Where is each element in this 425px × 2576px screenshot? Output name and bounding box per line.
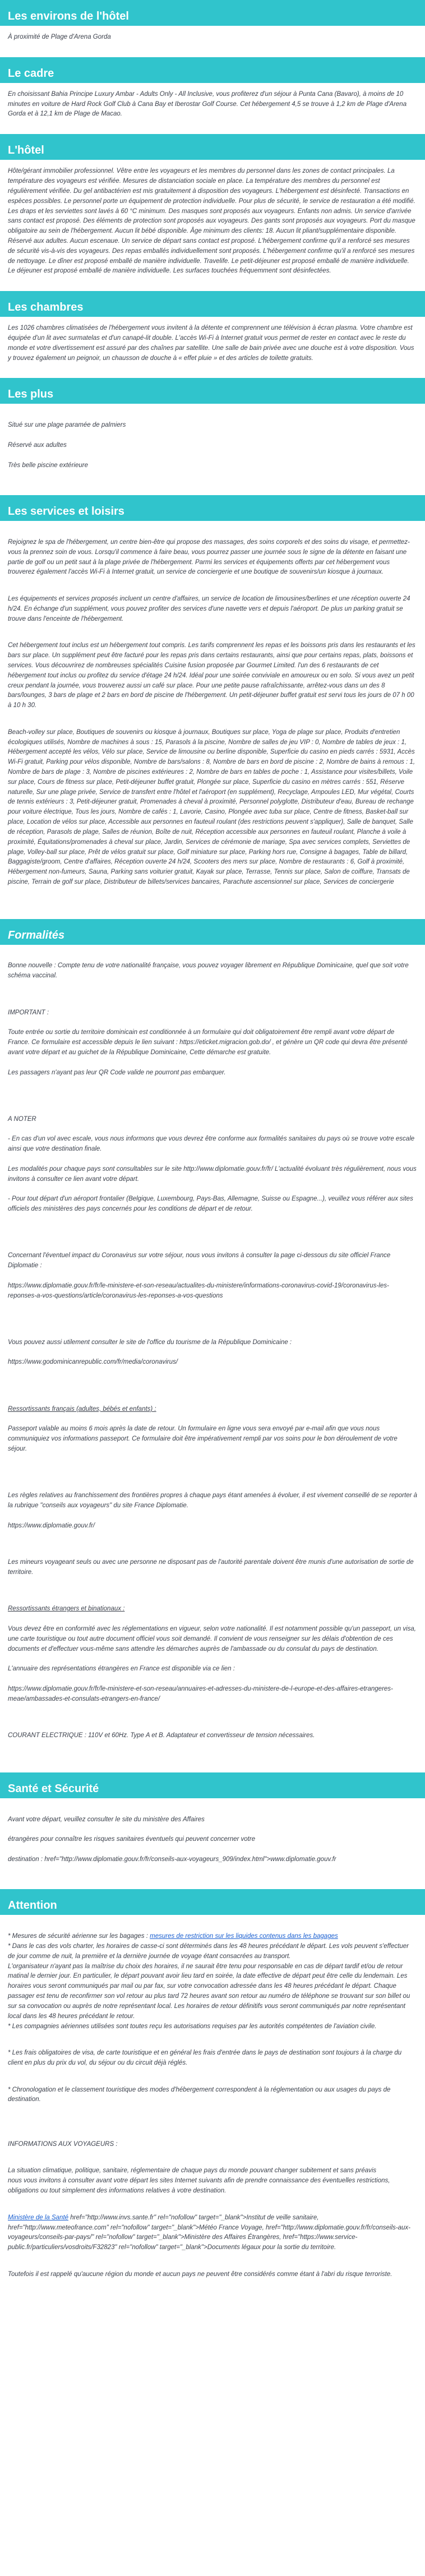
section-title-chambres: Les chambres — [8, 301, 84, 314]
list-item: Réservé aux adultes — [8, 441, 67, 449]
section-formalites — [0, 919, 425, 1758]
paragraph: * Chronologation et le classement touristique des modes d'hébergement correspondent à la réglementation ou aux usages du pays de destination. — [8, 2086, 391, 2103]
liquids-restriction-link[interactable]: mesures de restriction sur les liquides contenus dans les bagages — [150, 1933, 338, 1940]
section-cadre — [0, 57, 425, 119]
section-text-chambres: Les 1026 chambres climatisées de l'hébergement vous invitent à la détente et comprennent une télévision à écran plasma. Votre chambre est équipée d'un lit avec surmatelas et d'un canapé-lit double. L'accès Wi-Fi à Internet gratuit vous permet de rester en contact avec le reste du monde et votre divertissement est assuré par des chaînes par satellite. Une salle de bain privée avec une douche est à votre disposition. Vous y trouvez également un peignoir, un chausson de douche à « effet pluie » et des articles de toilette gratuits. — [8, 325, 414, 362]
section-header — [0, 291, 425, 317]
section-title-environs: Les environs de l'hôtel — [8, 10, 129, 22]
section-list-plus — [0, 404, 425, 481]
list-item: Situé sur une plage paramée de palmiers — [8, 422, 126, 429]
section-environs — [0, 0, 425, 43]
paragraph: Beach-volley sur place, Boutiques de souvenirs ou kiosque à journaux, Boutiques sur place, Yoga de plage sur place, Produits d'entretien écologiques utilisés, Nombre de machines à sous : 15, Parasols à la piscine, Nombre de salles de jeu VIP : 0, Nombre de tables de jeux : 1, Hébergement accepté les vélos, Vélo sur place, Service de limousine ou berline disponible, Superficie du casino en pieds carrés : 5931, Accès Wi-Fi gratuit, Parking pour vélos disponible, Nombre de bars/salons : 8, Nombre de bars en bord de piscine : 2, Nombre de bains à remous : 1, Nombre de bars de plage : 3, Nombre de piscines extérieures : 2, Nombre de bars en tables de poche : 1, Assistance pour visites/billets, Voile sur place, Cours de fitness sur place, Petit-déjeuner buffet gratuit, Plongée sur place, Superficie du casino en mètres carrés : 551, Réserve naturelle, Sur une plage privée, Service de transfert entre l'hôtel et l'aéroport (en supplément), Recyclage, Ampoules LED, Mur végétal, Courts de tennis extérieurs : 3, Petit-déjeuner gratuit, Promenades à cheval à proximité, Personnel polyglotte, Distributeur d'eau, Bureau de rechange pour voiture électrique, Tous les jours, Nombre de cafés : 1, Lavorie, Casino, Plongée avec tuba sur place, Centre de fitness, Basket-ball sur place, Location de vélos sur place, Accessible aux personnes en fauteuil roulant (des restrictions peuvent s'appliquer), Salle de banquet, Salle de réception, Parasols de plage, Salles de réunion, Boîte de nuit, Réception accessible aux personnes en fauteuil roulant, Planche à voile à proximité, Équitations/promenades à cheval sur place, Jardin, Services de cérémonie de mariage, Spa avec services complets, Serviettes de plage, Volley-ball sur place, Prêt de vélos gratuit sur place, Golf miniature sur place, Parking hors rue, Consigne à bagages, Table de billard, Baggagiste/groom, Centre d'affaires, Réception ouverte 24 h/24, Scooters des mers sur place, Nombre de restaurants : 6, Golf à proximité, Hébergement non-fumeurs, Sauna, Parking sans voiturier gratuit, Kayak sur place, Terrasse, Tennis sur place, Salon de coiffure, Transats de piscine, Terrain de golf sur place, Distributeur de billets/services bancaires, Parachute ascensionnel sur place, Services de conciergerie — [8, 728, 415, 885]
section-chambres — [0, 291, 425, 363]
section-header — [0, 0, 425, 26]
section-header — [0, 1772, 425, 1798]
paragraph: Ressortissants français (adultes, bébés et enfants) : Passeport valable au moins 6 mois après la date de retour. Un formulaire en ligne vous sera envoyé par e-mail afin que vous nous communiquiez vos informations passeport. Ce formulaire doit être impérativement rempli par vos soins pour le bon déroulement de votre séjour. — [8, 1405, 398, 1452]
paragraph: Ministère de la Santé href="http://www.invs.sante.fr" rel="nofollow" target="_blank">Institut de veille sanitaire, href="http://www.meteofrance.com" rel="nofollow" target="_blank">Météo France Voyage, href="http://www.diplomatie.gouv.fr/fr/conseils-aux-voyageurs/conseils-par-pays/" rel="nofollow" target="_blank">Ministère des Affaires Étrangères, href="https://www.service-public.fr/particuliers/vosdroits/F32823" rel="nofollow" target="_blank">Documents légaux pour la sortie du territoire. — [8, 2214, 410, 2251]
section-sante — [0, 1772, 425, 1875]
section-text-attention — [0, 1915, 425, 2296]
section-header — [0, 495, 425, 521]
paragraph: Concernant l'éventuel impact du Coronavirus sur votre séjour, nous vous invitons à consulter la page ci-dessous du site officiel France Diplomatie : https://www.diplomatie.gouv.fr/fr/le-ministere-et-son-reseau/actualites-du-ministere/informations-coronavirus-covid-19/coronavirus-les-reponses-a-vos-questions/article/coronavirus-les-reponses-a-vos-questions — [8, 1252, 391, 1299]
section-text-sante: Avant votre départ, veuillez consulter le site du ministère des Affaires étrangères pour connaître les risques sanitaires éventuels qui peuvent concerner votre destination : href="http://www.diplomatie.gouv.fr/fr/conseils-aux-voyageurs_909/index.html">www.diplomatie.gouv.fr — [8, 1816, 336, 1863]
section-text-environs: À proximité de Plage d'Arena Gorda — [8, 34, 111, 40]
paragraph: A NOTER - En cas d'un vol avec escale, vous nous informons que vous devrez être conforme aux formalités sanitaires du pays où se trouve votre escale ainsi que votre destination finale. Les modalités pour chaque pays sont consultables sur le site http://www.diplomatie.gouv.fr/fr/ L'actualité évoluant très régulièrement, nous vous invitons à consulter ce lien avant votre départ. - Pour tout départ d'un aéroport frontalier (Belgique, Luxembourg, Pays-Bas, Allemagne, Suisse ou Espagne...), veuillez vous référer aux sites officiels des ministères des pays concernés pour les conditions de départ et de retour. — [8, 1115, 417, 1213]
paragraph: Bonne nouvelle : Compte tenu de votre nationalité française, vous pouvez voyager librement en République Dominicaine, quel que soit votre schéma vaccinal. — [8, 962, 409, 980]
section-attention — [0, 1889, 425, 2296]
paragraph: * Les frais obligatoires de visa, de carte touristique et en général les frais d'entrée dans le pays de destination sont toujours à la charge du client en plus du prix du vol, du séjour ou du circuit déjà réglés. — [8, 2049, 402, 2066]
list-item: Très belle piscine extérieure — [8, 461, 88, 469]
paragraph: Ressortissants étrangers et binationaux : Vous devez être en conformité avec les réglementations en vigueur, selon votre nationalité. Il est notamment possible qu'un passeport, un visa, une carte touristique ou tout autre document officiel vous soit demandé. Il convient de vous renseigner sur les délais d'obtention de ces documents et d'effectuer vous-même sans attendre les démarches auprès de l'ambassade ou du consulat du pays de destination. L'annuaire des représentations étrangères en France est disponible via ce lien : https://www.diplomatie.gouv.fr/fr/le-ministere-et-son-reseau/annuaires-et-adresses-du-ministere-de-l-europe-et-des-affaires-etrangeres-meae/ambassades-et-consulats-etrangers-en-france/ — [8, 1605, 416, 1702]
section-header — [0, 57, 425, 83]
section-plus — [0, 378, 425, 481]
section-title-formalites: Formalités — [8, 929, 65, 941]
section-hotel — [0, 134, 425, 276]
section-header — [0, 378, 425, 404]
paragraph: Cet hébergement tout inclus est un hébergement tout compris. Les tarifs comprennent les repas et les boissons pris dans les restaurants et les bars sur place. Un supplément peut être facturé pour les repas pris dans certains restaurants, ainsi que pour certains repas, plats, boissons et services. Vous découvrirez de nombreuses spécialités Cuisine fusion proposée par Gourmet Limited. l'un des 6 restaurants de cet hébergement tout inclus ou profitez du service d'étage 24 h/24. Idéal pour une soirée conviviale en amoureux ou en solo. Si vous avez un petit creux pendant la journée, vous trouverez aussi un café sur place. Pour une petite pause rafraîchissante, arrêtez-vous dans un des 8 bars/lounges, 3 bars de plage et 2 bars en bord de piscine de l'hébergement. Un petit-déjeuner buffet gratuit est servi tous les jours de 07 h 00 à 10 h 30. — [8, 642, 415, 709]
info-title: INFORMATIONS AUX VOYAGEURS : — [8, 2140, 118, 2148]
paragraph: Toutefois il est rappelé qu'aucune région du monde et aucun pays ne peuvent être considérés comme étant à l'abri du risque terroriste. — [8, 2270, 392, 2278]
section-title-cadre: Le cadre — [8, 67, 54, 80]
paragraph: Rejoignez le spa de l'hébergement, un centre bien-être qui propose des massages, des soins corporels et des soins du visage, et permettez-vous la prennez soin de vous. Lorsqu'il commence à faire beau, vous pourrez passer une journée sous le signe de la détente en faisant une partie de golf ou un petit saut à la plage privée de l'hébergement. Parmi les services et équipements offerts par cet hébergement vous trouverez également l'accès Wi-Fi à Internet gratuit, un service de conciergerie et une boutique de souvenirs/un kiosque à journaux. — [8, 538, 410, 576]
paragraph: Les mineurs voyageant seuls ou avec une personne ne disposant pas de l'autorité parentale doivent être munis d'une autorisation de sortie de territoire. — [8, 1559, 414, 1576]
paragraph: COURANT ELECTRIQUE : 110V et 60Hz. Type A et B. Adaptateur et convertisseur de tension nécessaires. — [8, 1732, 315, 1739]
paragraph: IMPORTANT : Toute entrée ou sortie du territoire dominicain est conditionnée à un formulaire qui doit obligatoirement être rempli avant votre départ de France. Ce formulaire est accessible depuis le lien suivant : https://eticket.migracion.gob.do/ , et génère un QR code qui devra être présenté avant votre départ et au guichet de la République Dominicaine, Cette démarche est gratuite. Les passagers n'ayant pas leur QR Code valide ne pourront pas embarquer. — [8, 1009, 408, 1076]
paragraph: * Mesures de sécurité aérienne sur les bagages : mesures de restriction sur les liquides contenus dans les bagages * Dans le cas des vols charter, les horaires de casse-ci sont déterminés dans les 48 heures précédant le départ. Les vols peuvent s'effectuer de jour comme de nuit, la première et la dernière journée de voyage étant consacrées au transport. L'organisateur n'ayant pas la maîtrise du choix des horaires, il ne saurait être tenu pour responsable en cas de départ tardif et/ou de retour matinal le dernier jour. En particulier, le départ pouvant avoir lieu tard en soirée, la date effective de départ peut être celle du lendemain. Les horaires vous seront communiqués par mail ou par fax, sur votre convocation adressée dans les 48 heures précédant le départ. Chaque passager est tenu de reconfirmer son vol retour au plus tard 72 heures avant son retour au numéro de téléphone se trouvant sur son billet ou sur sa convocation ou auprès de notre représentant local. Les horaires de retour définitifs vous seront communiqués par notre représentant local dans les 48 heures précédant le retour. * Les compagnies aériennes utilisées sont toutes reçu les autorisations requises par les autorités compétentes de l'aviation civile. — [8, 1933, 410, 2030]
paragraph: La situation climatique, politique, sanitaire, réglementaire de chaque pays du monde pouvant changer subitement et sans préavis nous vous invitons à consulter avant votre départ les sites Internet suivants afin de prendre connaissance des éventuelles restrictions, obligations ou tout simplement des informations relatives à votre destination. — [8, 2167, 390, 2195]
paragraph: Vous pouvez aussi utilement consulter le site de l'office du tourisme de la République Dominicaine : https://www.godominicanrepublic.com/fr/media/coronavirus/ — [8, 1338, 292, 1366]
paragraph: Les règles relatives au franchissement des frontières propres à chaque pays étant amenées à évoluer, il est vivement conseillé de se reporter à la rubrique "conseils aux voyageurs" du site France Diplomatie. https://www.diplomatie.gouv.fr/ — [8, 1492, 418, 1529]
section-text-cadre: En choisissant Bahia Principe Luxury Ambar - Adults Only - All Inclusive, vous profiterez d'un séjour à Punta Cana (Bavaro), à moins de 10 minutes en voiture de Hard Rock Golf Club à Cana Bay et Iberostar Golf Course. Cet hébergement 4,5 se trouve à 1,2 km de Plage d'Arena Gorda et à 12,1 km de Plage de Macao. — [8, 90, 407, 118]
section-text-hotel: Hôte/gérant immobilier professionnel. Vêtre entre les voyageurs et les membres du personnel dans les zones de contact principales. La température des voyageurs est vérifiée. Mesures de distanciation sociale en place. La température des membres du personnel est régulièrement vérifiée. Du gel antibactérien est mis gratuitement à disposition des voyageurs. L'hébergement est désinfecté. Transactions en espèces possibles. Le personnel porte un équipement de protection individuelle. Pour plus de sécurité, le service de restauration a été modifié. Les draps et les serviettes sont lavés à 60 °C minimum. Des masques sont proposés aux voyageurs. Enfants non admis. Un service d'arrivée sans contact est proposé. Des éléments de protection sont proposés aux voyageurs. Des gants sont proposés aux voyageurs. Port du masque obligatoire au sein de l'hébergement. Aucun lit bébé disponible. Âge minimum des clients: 18. Aucun lit pliant/supplémentaire disponible. Réservé aux adultes. Aucun escenaue. Un service de départ sans contact est proposé. L'hébergement confirme qu'il a renforcé ses mesures de sécurité vis-à-vis des voyageurs. Des repas emballés individuellement sont proposés. L'hébergement confirme qu'il a renforcé ses mesures de nettoyage. Le dîner est proposé emballé de manière individuelle. Travelife. Le petit-déjeuner est proposé emballé de manière individuelle. Le déjeuner est proposé emballé de manière individuelle. Les surfaces touchées fréquemment sont désinfectées. — [8, 168, 415, 275]
ministry-health-link[interactable]: Ministère de la Santé — [8, 2214, 69, 2221]
section-text-formalites — [0, 945, 425, 1758]
section-header — [0, 919, 425, 945]
paragraph: Les équipements et services proposés incluent un centre d'affaires, un service de location de limousines/berlines et une réception ouverte 24 h/24. En échange d'un supplément, vous pouvez profiter des services d'une navette vers et depuis l'aéroport. De plus un parking gratuit se trouve dans l'enceinte de l'hébergement. — [8, 595, 410, 622]
section-text-services — [0, 521, 425, 904]
section-services — [0, 495, 425, 904]
section-title-sante: Santé et Sécurité — [8, 1782, 99, 1795]
section-title-attention: Attention — [8, 1899, 57, 1912]
section-header — [0, 1889, 425, 1915]
section-title-hotel: L'hôtel — [8, 144, 44, 157]
section-header — [0, 134, 425, 160]
section-title-services: Les services et loisirs — [8, 505, 124, 518]
section-title-plus: Les plus — [8, 388, 54, 401]
